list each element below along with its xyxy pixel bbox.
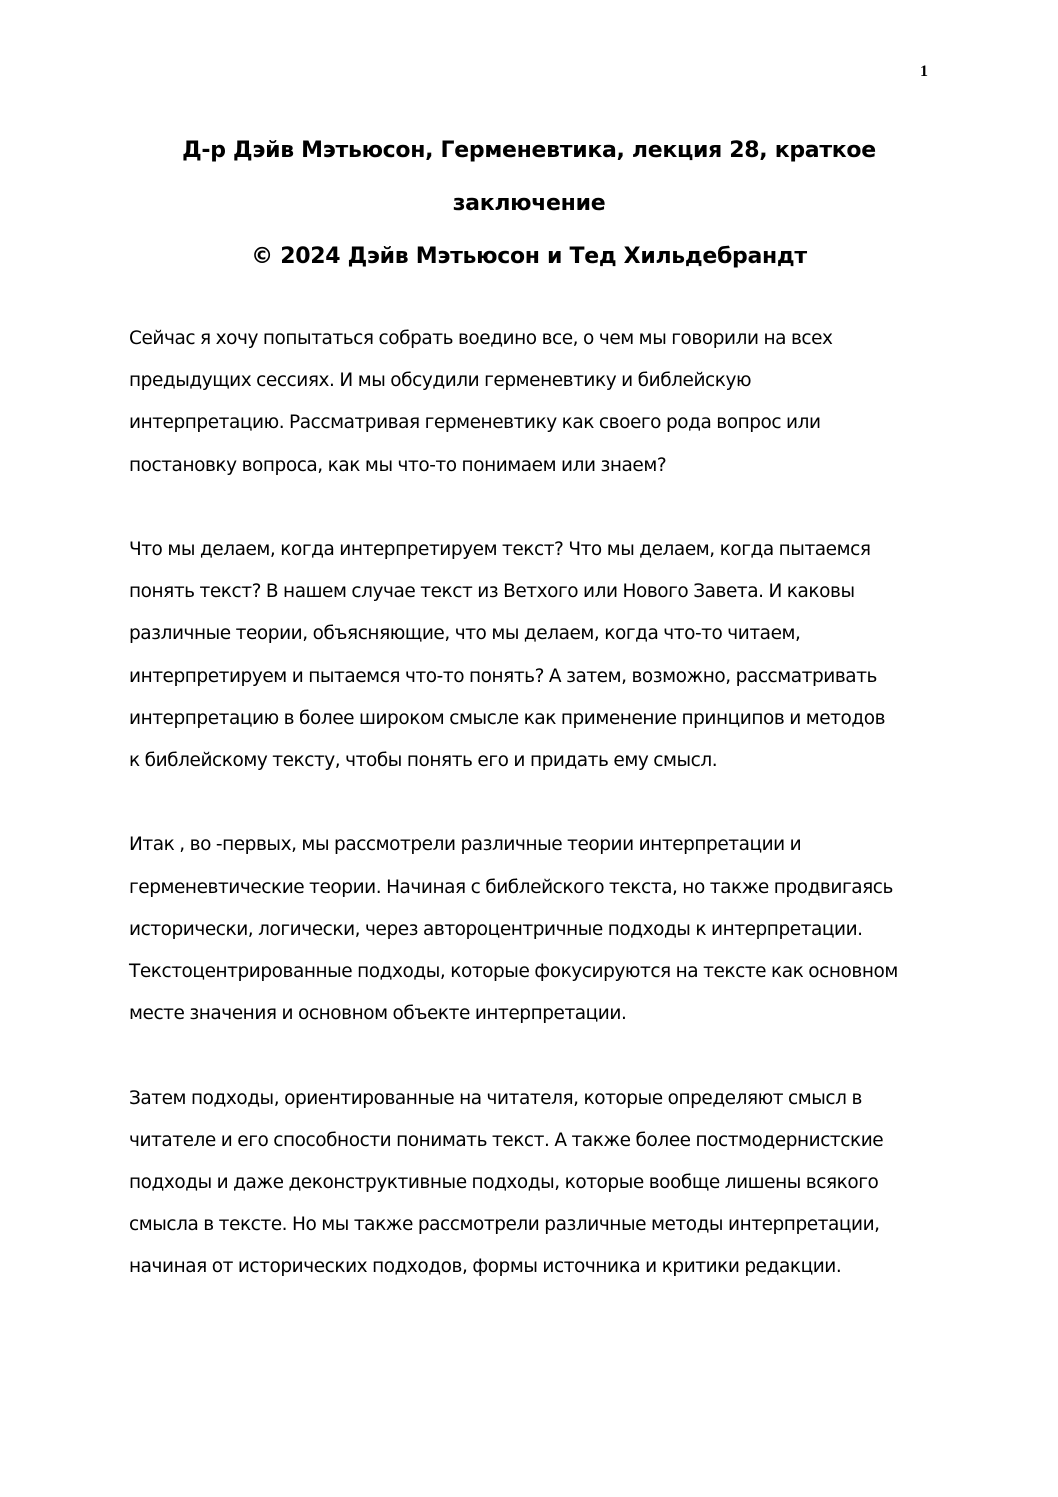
paragraph-line: понять текст? В нашем случае текст из Ветхого или Нового Завета. И каковы <box>129 581 855 603</box>
paragraph-line: смысла в тексте. Но мы также рассмотрели различные методы интерпретации, <box>129 1214 880 1236</box>
paragraph-1 <box>129 318 949 487</box>
paragraph-line: интерпретацию в более широком смысле как применение принципов и методов <box>129 707 886 729</box>
paragraph-line: постановку вопроса, как мы что-то понимаем или знаем? <box>129 454 667 476</box>
document-body <box>129 318 949 1331</box>
paragraph-line: Текстоцентрированные подходы, которые фокусируются на тексте как основном <box>129 961 898 983</box>
paragraph-line: Итак , во -первых, мы рассмотрели различные теории интерпретации и <box>129 834 802 856</box>
paragraph-line: исторически, логически, через автороцентричные подходы к интерпретации. <box>129 918 863 940</box>
paragraph-line: месте значения и основном объекте интерпретации. <box>129 1003 627 1025</box>
paragraph-line: начиная от исторических подходов, формы источника и критики редакции. <box>129 1256 842 1278</box>
paragraph-line: читателе и его способности понимать текст. А также более постмодернистские <box>129 1129 884 1151</box>
document-title <box>100 124 958 283</box>
paragraph-line: интерпретацию. Рассматривая герменевтику как своего рода вопрос или <box>129 412 821 434</box>
paragraph-line: интерпретируем и пытаемся что-то понять? А затем, возможно, рассматривать <box>129 665 877 687</box>
paragraph-line: герменевтические теории. Начиная с библейского текста, но также продвигаясь <box>129 876 893 898</box>
paragraph-line: Сейчас я хочу попытаться собрать воедино все, о чем мы говорили на всех <box>129 328 833 349</box>
paragraph-2 <box>129 529 949 782</box>
paragraph-3 <box>129 824 949 1035</box>
paragraph-line: к библейскому тексту, чтобы понять его и придать ему смысл. <box>129 750 718 772</box>
page-number: 1 <box>920 63 928 80</box>
paragraph-line: Что мы делаем, когда интерпретируем текст? Что мы делаем, когда пытаемся <box>129 539 871 560</box>
paragraph-line: подходы и даже деконструктивные подходы, которые вообще лишены всякого <box>129 1172 879 1194</box>
title-line-2: заключение <box>452 191 606 216</box>
paragraph-4 <box>129 1078 949 1289</box>
paragraph-line: Затем подходы, ориентированные на читателя, которые определяют смысл в <box>129 1087 862 1109</box>
title-line-3-copyright: © 2024 Дэйв Мэтьюсон и Тед Хильдебрандт <box>251 244 807 269</box>
title-line-1: Д-р Дэйв Мэтьюсон, Герменевтика, лекция 28, краткое <box>182 138 876 163</box>
paragraph-line: предыдущих сессиях. И мы обсудили герменевтику и библейскую <box>129 370 752 392</box>
paragraph-line: различные теории, объясняющие, что мы делаем, когда что-то читаем, <box>129 623 801 645</box>
